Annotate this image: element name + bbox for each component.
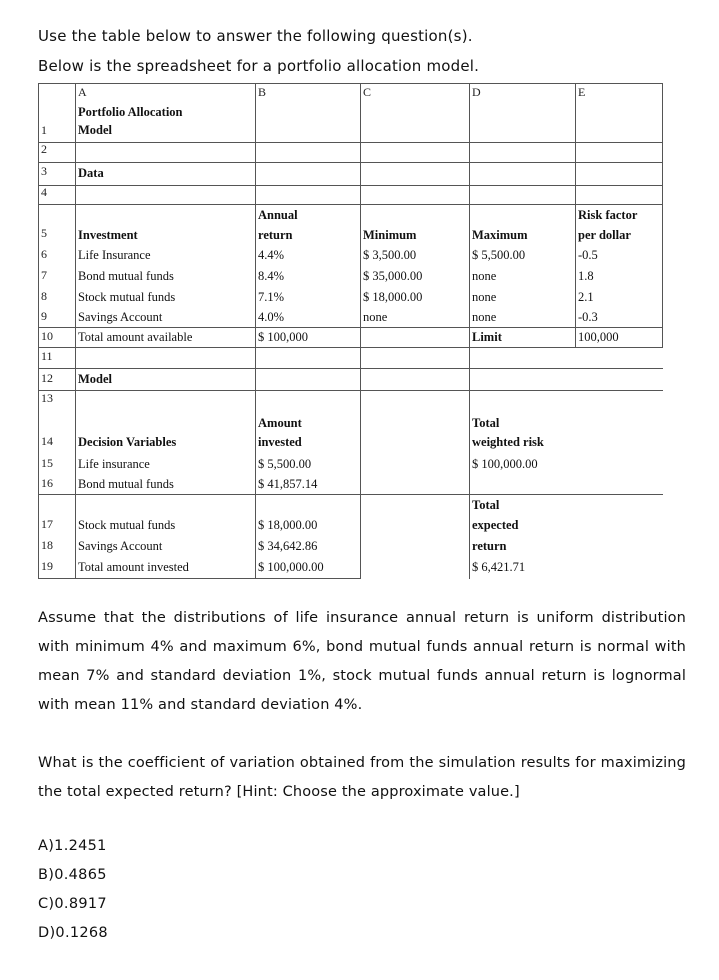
total-invested-label: Total amount invested — [78, 560, 189, 574]
risk-factor: 1.8 — [578, 269, 594, 283]
column-header-a: A — [78, 85, 87, 99]
minimum-value: $ 35,000.00 — [363, 269, 423, 283]
row-number: 8 — [41, 289, 47, 303]
row-number: 13 — [41, 391, 53, 405]
header-maximum: Maximum — [472, 228, 528, 242]
column-header-e: E — [578, 85, 586, 99]
header-risk-factor-2: per dollar — [578, 228, 631, 242]
row-number: 11 — [41, 349, 53, 363]
minimum-value: $ 3,500.00 — [363, 248, 417, 262]
answer-option-d[interactable]: D)0.1268 — [38, 925, 108, 941]
row-number: 6 — [41, 247, 47, 261]
total-weighted-risk-header-2: weighted risk — [472, 435, 544, 449]
maximum-value: none — [472, 269, 497, 283]
header-investment: Investment — [78, 228, 138, 242]
intro-line-1: Use the table below to answer the following question(s). — [38, 27, 473, 45]
risk-factor: -0.3 — [578, 310, 598, 324]
total-expected-return-header-1: Total — [472, 498, 500, 512]
header-annual-return-1: Annual — [258, 208, 298, 222]
investment-name: Stock mutual funds — [78, 290, 176, 304]
annual-return: 4.4% — [258, 248, 285, 262]
column-header-c: C — [363, 85, 372, 99]
maximum-value: none — [472, 290, 497, 304]
risk-factor: 2.1 — [578, 290, 594, 304]
total-expected-return-header-3: return — [472, 539, 507, 553]
row-number: 2 — [41, 142, 47, 156]
amount-invested-value: $ 18,000.00 — [258, 518, 318, 532]
row-number: 15 — [41, 456, 53, 470]
row-number: 12 — [41, 371, 53, 385]
data-section-label: Data — [78, 166, 104, 180]
row-number: 3 — [41, 164, 47, 178]
decision-variable-name: Life insurance — [78, 457, 150, 471]
total-available-value: $ 100,000 — [258, 330, 308, 344]
column-header-d: D — [472, 85, 481, 99]
maximum-value: $ 5,500.00 — [472, 248, 526, 262]
answer-option-c[interactable]: C)0.8917 — [38, 896, 107, 912]
row-number: 19 — [41, 559, 53, 573]
total-expected-return-value: $ 6,421.71 — [472, 560, 526, 574]
annual-return: 8.4% — [258, 269, 285, 283]
question-text: What is the coefficient of variation obtained from the simulation results for maximizing the total expected return? [Hint: Choose the approximate value.] — [38, 755, 686, 800]
row-number: 5 — [41, 226, 47, 240]
header-annual-return-2: return — [258, 228, 293, 242]
total-expected-return-header-2: expected — [472, 518, 519, 532]
total-weighted-risk-header-1: Total — [472, 416, 500, 430]
total-available-label: Total amount available — [78, 330, 193, 344]
header-minimum: Minimum — [363, 228, 417, 242]
amount-invested-value: $ 5,500.00 — [258, 457, 312, 471]
model-section-label: Model — [78, 372, 113, 386]
row-number: 16 — [41, 476, 53, 490]
row-number: 1 — [41, 123, 47, 137]
annual-return: 7.1% — [258, 290, 285, 304]
investment-name: Savings Account — [78, 310, 163, 324]
decision-variable-name: Savings Account — [78, 539, 163, 553]
row-number: 4 — [41, 185, 47, 199]
limit-value: 100,000 — [578, 330, 619, 344]
row-number: 14 — [41, 434, 53, 448]
decision-variable-name: Stock mutual funds — [78, 518, 176, 532]
answer-option-a[interactable]: A)1.2451 — [38, 838, 107, 854]
amount-invested-header-1: Amount — [258, 416, 302, 430]
row-number: 10 — [41, 329, 53, 343]
investment-name: Bond mutual funds — [78, 269, 174, 283]
sheet-title-line-2: Model — [78, 123, 113, 137]
total-invested-value: $ 100,000.00 — [258, 560, 324, 574]
row-number: 18 — [41, 538, 53, 552]
investment-name: Life Insurance — [78, 248, 151, 262]
decision-variable-name: Bond mutual funds — [78, 477, 174, 491]
minimum-value: none — [363, 310, 388, 324]
minimum-value: $ 18,000.00 — [363, 290, 423, 304]
row-number: 9 — [41, 309, 47, 323]
sheet-title-line-1: Portfolio Allocation — [78, 105, 183, 119]
spreadsheet-table — [38, 83, 663, 579]
header-risk-factor-1: Risk factor — [578, 208, 638, 222]
row-number: 17 — [41, 517, 53, 531]
assumption-paragraph: Assume that the distributions of life insurance annual return is uniform distribution with minimum 4% and maximum 6%, bond mutual funds annual return is normal with mean 7% and standard deviation 1%, stock mutual funds annual return is lognormal with mean 11% and standard deviation 4%. — [38, 610, 686, 713]
maximum-value: none — [472, 310, 497, 324]
answer-option-b[interactable]: B)0.4865 — [38, 867, 107, 883]
risk-factor: -0.5 — [578, 248, 598, 262]
amount-invested-value: $ 34,642.86 — [258, 539, 318, 553]
intro-line-2: Below is the spreadsheet for a portfolio allocation model. — [38, 57, 480, 75]
total-weighted-risk-value: $ 100,000.00 — [472, 457, 538, 471]
row-number: 7 — [41, 268, 47, 282]
decision-variables-label: Decision Variables — [78, 435, 177, 449]
limit-label: Limit — [472, 330, 502, 344]
column-header-b: B — [258, 85, 267, 99]
amount-invested-value: $ 41,857.14 — [258, 477, 318, 491]
amount-invested-header-2: invested — [258, 435, 302, 449]
annual-return: 4.0% — [258, 310, 285, 324]
